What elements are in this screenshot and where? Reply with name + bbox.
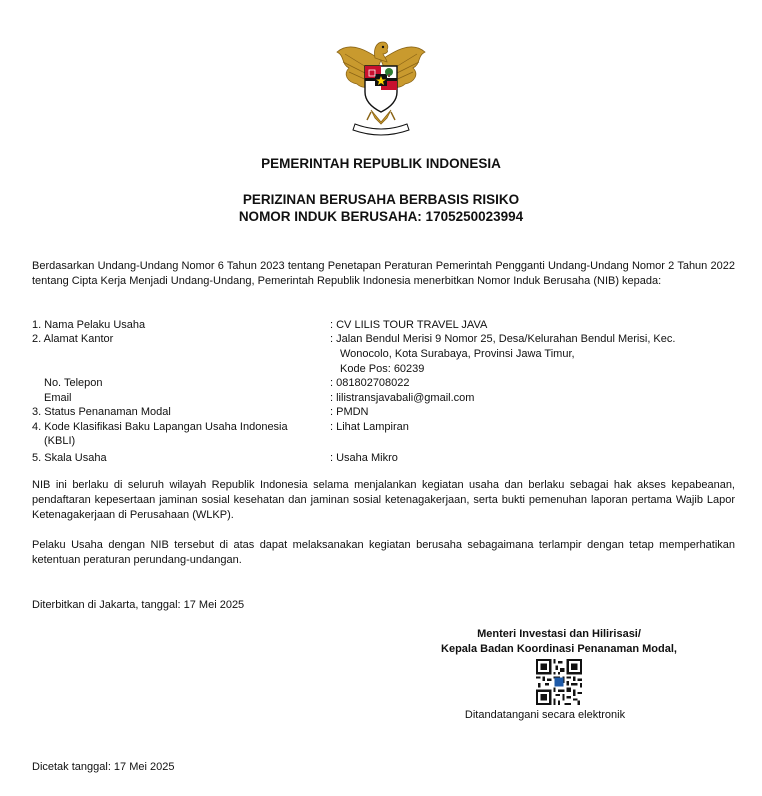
- phone-label: No. Telepon: [44, 377, 103, 389]
- phone-value: : 081802708022: [330, 377, 410, 389]
- office-address-postcode: Kode Pos: 60239: [340, 363, 425, 375]
- document-title: PERIZINAN BERUSAHA BERBASIS RISIKO: [242, 192, 520, 207]
- nib-number-heading: NOMOR INDUK BERUSAHA: 1705250023994: [238, 209, 524, 224]
- intro-paragraph: Berdasarkan Undang-Undang Nomor 6 Tahun 2023 tentang Penetapan Peraturan Pemerintah Pengganti Undang-Undang Nomor 2 Tahun 2022 tentang Cipta Kerja Menjadi Undang-Undang, Pemerintah Republik Indonesia menerbitkan Nomor Induk Berusaha (NIB) kepada:: [32, 260, 735, 287]
- issued-date: Diterbitkan di Jakarta, tanggal: 17 Mei 2025: [32, 599, 245, 611]
- electronic-signature-note: Ditandatangani secara elektronik: [464, 709, 626, 721]
- garuda-emblem-icon: [331, 30, 431, 142]
- business-name-label: 1. Nama Pelaku Usaha: [32, 319, 146, 331]
- signatory-title-line2: Kepala Badan Koordinasi Penanaman Modal,: [441, 643, 677, 655]
- office-address-line2: Wonocolo, Kota Surabaya, Provinsi Jawa Timur,: [340, 348, 575, 360]
- business-actor-paragraph: Pelaku Usaha dengan NIB tersebut di atas dapat melaksanakan kegiatan berusaha sebagaimana terlampir dengan tetap memperhatikan ketentuan peraturan perundang-undangan.: [32, 539, 735, 566]
- email-value: : lilistransjavabali@gmail.com: [330, 392, 475, 404]
- signatory-title-line1: Menteri Investasi dan Hilirisasi/: [477, 628, 641, 640]
- government-heading: PEMERINTAH REPUBLIK INDONESIA: [261, 156, 501, 171]
- office-address-label: 2. Alamat Kantor: [32, 333, 114, 345]
- printed-date: Dicetak tanggal: 17 Mei 2025: [32, 761, 175, 773]
- kbli-label: 4. Kode Klasifikasi Baku Lapangan Usaha Indonesia: [32, 421, 288, 433]
- business-scale-value: : Usaha Mikro: [330, 452, 398, 464]
- investment-status-value: : PMDN: [330, 406, 369, 418]
- qr-code-icon: [536, 659, 582, 705]
- kbli-value: : Lihat Lampiran: [330, 421, 409, 433]
- email-label: Email: [44, 392, 72, 404]
- business-name-value: : CV LILIS TOUR TRAVEL JAVA: [330, 319, 488, 331]
- business-scale-label: 5. Skala Usaha: [32, 452, 107, 464]
- investment-status-label: 3. Status Penanaman Modal: [32, 406, 171, 418]
- office-address-line1: : Jalan Bendul Merisi 9 Nomor 25, Desa/Kelurahan Bendul Merisi, Kec.: [330, 333, 676, 345]
- kbli-label-abbrev: (KBLI): [44, 435, 76, 447]
- nib-validity-paragraph: NIB ini berlaku di seluruh wilayah Republik Indonesia selama menjalankan kegiatan usaha dan berlaku sebagai hak akses kepabeanan, pendaftaran kepesertaan jaminan sosial kesehatan dan jaminan sosial ketenagakerjaan, serta bukti pemenuhan laporan pertama Wajib Lapor Ketenagakerjaan di Perusahaan (WLKP).: [32, 479, 735, 521]
